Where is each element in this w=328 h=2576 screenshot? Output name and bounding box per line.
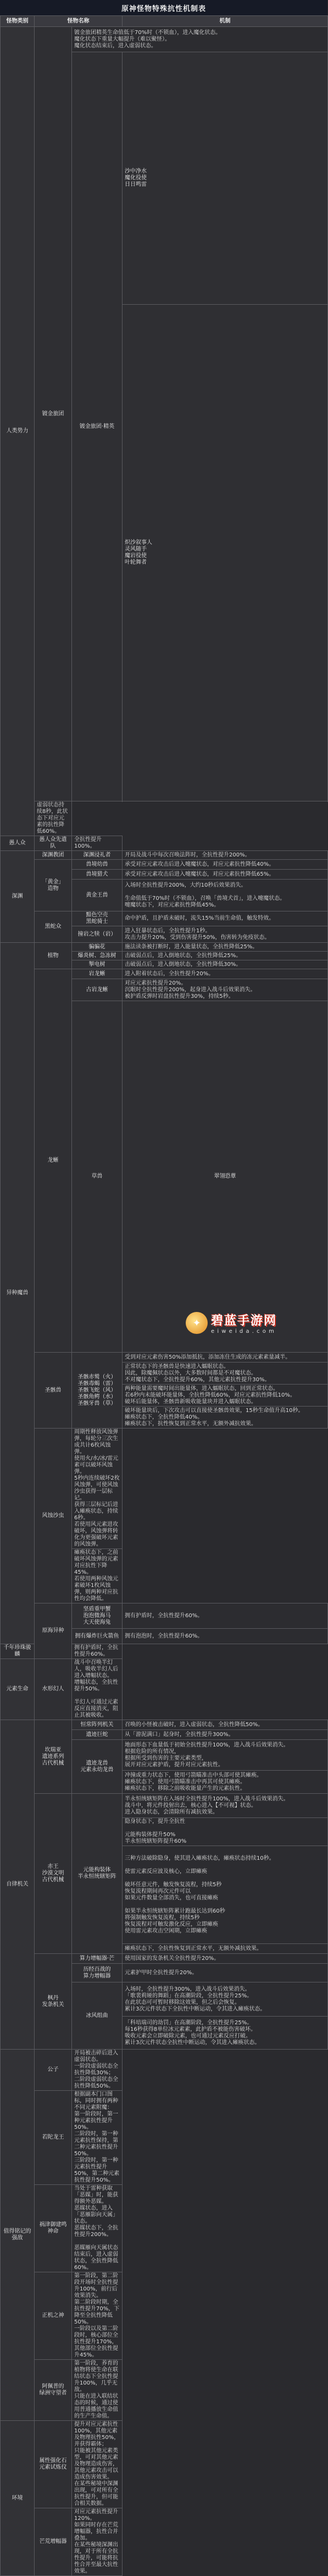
table-row (1, 1659, 328, 1720)
table-row (1, 911, 328, 926)
name-cell: 岩龙蜥 (72, 969, 123, 979)
watermark (186, 1310, 323, 1336)
mechanism-cell: 受到对应元素伤害50%添加抵抗，添加冻住生成的冻元素素量减半。 (123, 1353, 328, 1363)
mechanism-cell: 第一阶段，第二阶段开场时全抗性提升100%，前行后效果消失。 第二阶段时期，全抗性提升70%，下降至全抗性降低50%。 一阶段以及第二阶段时，核心部位全抗性提升170%，其他部位全抗性提升45%。 (72, 2272, 123, 2360)
name-cell: 深渊教团 (35, 851, 72, 860)
name-cell: 骗骗花 (72, 943, 123, 952)
name-cell: 龙蜥 (35, 969, 72, 1353)
mechanism-cell: 冲撞或重力状态下，使用弓箭瞄准击中头部可使其瘫痪。 瘫痪状态下，使用弓箭瞄准击中再其可使其瘫痪。 瘫痪状态下，移除之前吸收能量产生的元素抗性。 (123, 1771, 328, 1794)
name-cell: 爆炎树、急冻树 (72, 952, 123, 960)
category-cell: 人类势力 (1, 27, 35, 836)
name-cell: 黑蛇众 (35, 911, 72, 943)
mechanism-cell: 击破弱点后，进入倒地状态，全抗性降低30%。 (123, 960, 328, 969)
mechanism-cell: 破坏能量块后，下次攻击可以直接使圣骸兽效果，15秒生命值升高10秒。 瘫痪状态下，全抗性降低40%。 瘫痪状态下，抗性恢复到正常水平，无额外减抗效果。 (123, 1407, 328, 1429)
mechanism-cell: 开局及战斗中每次召唤法阵时，全抗性提升200%。 (123, 851, 328, 860)
table-row (1, 1794, 328, 1818)
name-cell: 正机之神 (35, 2272, 72, 2360)
name-cell: 兽境幼兽 (72, 860, 123, 870)
page-title: 原神怪物特殊抗性机制表 (0, 0, 327, 15)
name-cell: 炽沙叙事人 灵风随手 魔岩役使 叶轮舞者 (123, 305, 328, 801)
mechanism-cell: 两种能量需要魔时间出能量体，进入蠕眠状态，回到正常状态。 若6秒内未能破坏能量体，全抗性降低60%，对应元素抗性降低10%。 破坏后能量体，圣骸兽新吸收能量块并进入蠕眠状态。 (123, 1385, 328, 1407)
table-row (1, 27, 328, 52)
watermark-logo-icon: ✦ (186, 1312, 208, 1334)
category-cell: 元素生命 (1, 1659, 35, 1720)
mechanism-cell: 瘫痪状态下，之前破坏风蚀弹的元素对应抗性下降45%。 若使用两种风蚀元素破坏1枚风蚀弹，则两种对应抗性均会降低。 (72, 1549, 123, 1603)
mechanism-cell: 对应元素抗性提升120%。 如果同时存在芒荒增幅器，抗性合并叠加。 在某些秘境深渊出现，对于所有全抗性提升，可能将抗性合并至最大抗性效果。 (72, 2508, 123, 2576)
mechanism-cell: 瘫痪状态下，全抗性恢复到正常水平，无额外减抗效果。 (123, 1944, 328, 1954)
name-cell: 赤王 沙漠文明 古代机械 (35, 1794, 72, 1954)
name-cell: 镀金旅团·精英 (72, 52, 123, 801)
table-row (1, 2272, 328, 2360)
mechanism-cell: 施法读条被打断时，进入能量状态，全抗性降低25%。 (123, 943, 328, 952)
table-row (1, 1954, 328, 1964)
name-cell: 深渊浸礼者 (72, 851, 123, 860)
mechanism-cell: 击破弱点后，进入倒地状态，全抗性降低25%。 (123, 952, 328, 960)
header-category: 怪物类别 (1, 16, 35, 27)
category-cell: 异种魔兽 (1, 943, 35, 1644)
name-cell: 祸津御建鸣神命 (35, 2185, 72, 2272)
mechanism-cell: 对应元素抗性提升20%。 沉眠时全抗性提升200%，起身进入战斗后效果消失。 被护盾反弹时岩盘抗性提升30%，持续5秒。 (123, 979, 328, 1001)
name-cell: 风蚀沙虫 (35, 1429, 72, 1603)
name-cell: 算力增幅器·芒 (72, 1954, 123, 1964)
table-row (1, 2185, 328, 2272)
name-cell: 沙中净水 魔化役使 日日鸣雷 (123, 52, 328, 305)
mechanism-cell: 隐身状态下，提升全抗性 元能构装体提升50% 半永恒统辖矩阵提升60% (123, 1818, 328, 1846)
name-cell: 遗迹龙兽 元素永幼龙兽 (72, 1740, 123, 1794)
mechanism-cell: 承受对应元素攻击后进入嚏魔状态，对应元素抗性降低65%。 (123, 870, 328, 880)
name-cell: 黯色空壳 黑蛇骑士 (72, 911, 123, 926)
mechanism-cell: 命中护盾，且护盾未破时，流失15%当前生命值，触发特效。 (123, 911, 328, 926)
name-cell: 圣骸兽 (35, 1353, 72, 1429)
mechanism-cell: 拥有护盾时，全抗性提升60%。 (123, 1603, 328, 1629)
mechanism-cell: 拥有泡泡时，全抗性提升60%。 (123, 1629, 328, 1644)
name-cell: 恒常阵列机关 (72, 1720, 123, 1730)
table-header-row (1, 16, 328, 27)
name-cell: 水形幻人 (35, 1659, 72, 1720)
name-cell: 坎瑞亚 遗迹系列 古代机械 (35, 1720, 72, 1794)
watermark-main: 碧蓝手游网 (211, 1314, 277, 1328)
mechanism-cell: 元素护甲时全抗性提升20%。 (123, 1964, 328, 1982)
name-cell: 古岩龙蜥 (72, 979, 123, 1001)
name-cell: 愚人众先遣队 (35, 836, 72, 851)
name-cell: 植物 (35, 943, 72, 969)
mechanism-cell: 第一阶段，养育的植物将使生命在联结状态下全抗性提升100%，几乎无敌。 只能在进入联结状态的时候，通过使用普通播放生命值的生产生命值。 (72, 2360, 123, 2421)
name-cell: 若陀龙王 (35, 2091, 72, 2185)
name-cell: 黄金王兽 (72, 880, 123, 911)
mechanism-cell: 召唤的小怪被击破时，进入虚弱状态，全抗性降低50%。 (123, 1720, 328, 1730)
name-cell: 坚盾重甲蟹 泡泡微海马 大天使海兔 (72, 1603, 123, 1629)
name-cell: 阿佩普的 绿洲守望者 (35, 2360, 72, 2421)
table-row (1, 943, 328, 952)
mechanism-cell: 当处于雷种获取「恶媒」时，能获得额外恶媒。 恶媒状态，进入「恶雁影向天属」状态。 恶媒状态下，全抗性提升200%。 恶媒雁向天属状态结束后，进入虚弱状态，全抗性降低60%。 (72, 2185, 123, 2272)
category-cell: 环境 (1, 2421, 35, 2576)
table-row (1, 1353, 328, 1363)
table-row (1, 1429, 328, 1549)
mechanism-cell: 半永恒统辖矩阵在入场时全抗性提升100%，进入战斗后效果消失。 战斗中，将元件投射出去，核心进入【不可视】状态。 进入隐身状态，会清除所有减抗效果。 (123, 1794, 328, 1818)
name-cell: 愚人众 (1, 836, 35, 851)
table-row (1, 2421, 328, 2508)
table-body (1, 27, 328, 2576)
name-cell: 冰风组曲 (72, 1982, 123, 2050)
mechanism-cell: 入场时，全抗性提升300%，进入战斗后效果消失。 「歌裴莉娅的舞蹈」在高潮阶段，全抗性提升25%。 在此状态可可暂时移除这效果，但之后会恢复。 累计3次元件状态下全抗性中断运动，令其进入瘫痪状态。 (123, 1982, 328, 2017)
watermark-sub: e i w e i d a . c o m (211, 1328, 275, 1334)
name-cell: 元能构装体 半永恒统辖矩阵 (72, 1794, 123, 1954)
mechanism-cell: 虚弱状态持续8秒，此状态下对应元素的抗性降低60%。 (35, 801, 72, 836)
name-cell: 遗迹巨蛇 (72, 1730, 123, 1740)
name-cell: 千年珍珠骏麟 (1, 1644, 35, 1659)
mechanism-cell: 正常状态下的圣骸兽是快速进入蠕眠状态。 因此，除魔佩状态以外，大多数时间都是不对魔状态。 不对魔状态下，全抗性提升60%，其他元素抗性提升30%。 (123, 1363, 328, 1385)
category-cell: 自律机关 (1, 1720, 35, 2050)
mechanism-cell: 三种方法破除隐身，使其进入瘫痪状态，瘫痪状态持续10秒。 使雷元素反应波及核心，立即瘫痪 破坏任意元件，触发恢复流程，持续5秒 恢复流程期间再次元件可以 如果元件数量全部消失，也可直接瘫痪 如果半永恒统辖矩阵累计跑最长达到60秒 将强制触发恢复流程，持续5秒 恢复流程对可触发激化反应，立即瘫痪 使用雷元素攻击空闲期，立即瘫痪 (123, 1846, 328, 1944)
mechanism-cell: 全抗性提升100%。 (72, 836, 123, 851)
table-row (1, 860, 328, 870)
name-cell: 镀金旅团 (35, 27, 72, 801)
name-cell: 圣骸赤鹫（火） 圣骸毒蝎（雷） 圣骸飞蛇（风） 圣骸角鳄（水） 圣骸牙兽（草） (72, 1353, 123, 1429)
mechanism-cell: 地面形态下血量低于初始全抗性提升100%，进入战斗后效果消失。 根据危险的所有情况， 根据所受到伤害的主要元素类型， 展开对应元素护盾，提升对应元素抗性。 (123, 1740, 328, 1771)
mechanism-cell: 根据副本门口图标，同时拥有两种不同元素附魔： 第一阶段时，第一种元素抗性提升50%。 二阶段时，第一种元素抗性保持，第二种元素抗性提升50%。 三阶段时，第一种元素抗性提升50%，第二种元素抗性提升50%。 (72, 2091, 123, 2185)
name-cell: 枫丹 发条机关 (35, 1954, 72, 2050)
name-cell: 掣电树 (72, 960, 123, 969)
table-row (1, 2360, 328, 2421)
name-cell: 历经百战的 算力增幅器 (72, 1964, 123, 1982)
mechanism-cell: 入场时全抗性提升200%，大约10秒后效果消失。 生命值低于70%时（不锁血），召唤「兽境犬首」，进入嚏魔状态。 嚏魔状态下，对应元素抗性降低45%。 (123, 880, 328, 911)
name-cell: 草兽 (72, 1001, 123, 1353)
table-row (1, 2050, 328, 2091)
mechanism-cell: 承受对应元素攻击后进入嚏魔状态，对应元素抗性降低40%。 (123, 860, 328, 870)
table-row (1, 851, 328, 860)
name-cell: 原海异种 (35, 1603, 72, 1659)
name-cell: 公子 (35, 2050, 72, 2091)
name-cell: 芒荒增幅器 (35, 2508, 72, 2576)
name-cell: 撞岩之犊（岩） (72, 926, 123, 943)
name-cell: 属性强化石 元素试炼仪 (35, 2421, 72, 2508)
resistance-table (0, 15, 328, 2576)
mechanism-cell: 战斗中召唤半幻人，吸收半幻人后进入增幅状态。 增幅状态，全抗性提升50%。 半幻人可通过元素反应直接消灭，阻止其被吸收。 (72, 1659, 123, 1720)
table-row (1, 1603, 328, 1629)
category-cell: 值得铭记的强敌 (1, 2050, 35, 2421)
category-cell: 深渊 (1, 851, 35, 943)
mechanism-cell: 进入狂暴状态后，全抗性提升1秒。 攻击力提升20%，受到伤害提升50%，伤害转为免疫状态。 (123, 926, 328, 943)
name-cell: 「黄金」 造物 (35, 860, 72, 911)
header-monster-name: 怪物名称 (35, 16, 123, 27)
name-cell: 拥有爆炸巨火箭鱼 (72, 1629, 123, 1644)
mechanism-cell: 「科培瑞司的劫罚」在高潮阶段，全抗性提升25%。 每16秒获得8单位冰元素素，此护盾不被能伤害破坏。 吸收元素会立即破除元素，也可通过元素反应打破。 累计3次元件状态全抗性中断运动，令其进入瘫痪状态。 (123, 2017, 328, 2050)
name-cell: 翠翎恐蕈 (123, 1001, 328, 1353)
mechanism-cell: 开局被击碎后进入虚弱状态。 一阶段虚弱状态全抗性降低30%； 二阶段虚弱状态全抗性降低50%。 (72, 2050, 123, 2091)
table-row (1, 2508, 328, 2576)
mechanism-cell: 使用国家的发条机关全抗性提升20%。 (123, 1954, 328, 1964)
mechanism-cell: 拥有护盾时，全抗性提升60%。 (72, 1644, 123, 1659)
header-mechanism: 机制 (123, 16, 328, 27)
table-row (1, 1720, 328, 1730)
mechanism-cell: 从「游泥满口」起身时，全抗性提升300%。 (123, 1730, 328, 1740)
table-row (1, 2091, 328, 2185)
mechanism-cell: 进入附着状态后，全抗性提升20%。 (123, 969, 328, 979)
table-row (1, 801, 328, 836)
mechanism-cell: 镀金旅团精英生命值低于70%时（不锁血），进入魔化状态。 魔化状态下重量大幅提升（难以聚怪）。 魔化状态结束后，进入虚弱状态。 (72, 27, 328, 52)
mechanism-cell: 周期性释放风蚀弹弹，每轮分三次生成共计6枚风蚀弹。 使用火/水/冰/雷元素可以破坏风蚀弹。 5秒内连续破坏2枚风蚀弹，可使风蚀沙虫获得一层标记。 获得三层标记后进入瘫痪状态，持续6秒。 若使用风元素进攻破坏，风蚀弹将转化为更强破坏元素的风蚀弹。 (72, 1429, 123, 1549)
name-cell: 兽境猎犬 (72, 870, 123, 880)
mechanism-cell: 提升对应元素抗性100%，其他元素及物理抗性50%，并获得霸体； 只能被其他元素类型，可对其他元素及物理造成伤害，其他元素攻击可以造成伤害效果。 在某些秘境中深渊出现，可对所有全抗性提升，但可能合相关数据。 (72, 2421, 123, 2508)
table-row (1, 969, 328, 979)
table-row (1, 836, 328, 851)
